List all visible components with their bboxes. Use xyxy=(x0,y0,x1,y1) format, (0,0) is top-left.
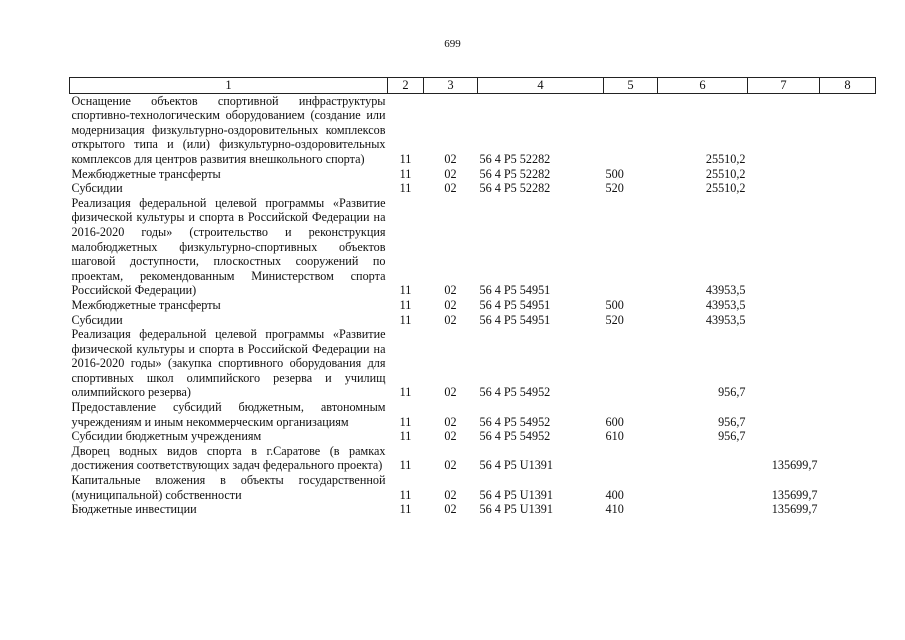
row-expense-type: 400 xyxy=(605,487,624,502)
row-description: Межбюджетные трансферты xyxy=(71,166,221,181)
table-row xyxy=(70,444,876,473)
row-amount-col6: 43953,5 xyxy=(705,283,746,298)
row-description: Бюджетные инвестиции xyxy=(71,502,197,517)
row-amount-col7 xyxy=(748,181,820,196)
header-cell-8: 8 xyxy=(820,78,876,94)
row-expense-type: 600 xyxy=(605,414,624,429)
row-amount-col7: 135699,7 xyxy=(771,458,818,473)
table-row xyxy=(70,327,876,400)
row-subsection-code: 02 xyxy=(444,166,457,181)
row-amount-col8 xyxy=(820,181,876,196)
row-target-article: 56 4 P5 U1391 xyxy=(479,487,553,502)
row-amount-col7 xyxy=(748,196,820,298)
row-expense-type: 610 xyxy=(605,429,624,444)
row-amount-col8 xyxy=(820,502,876,517)
row-subsection-code: 02 xyxy=(444,181,457,196)
row-section-code: 11 xyxy=(399,151,412,166)
row-amount-col8 xyxy=(820,313,876,328)
row-subsection-code: 02 xyxy=(444,151,457,166)
row-description: Субсидии xyxy=(71,181,123,196)
row-amount-col8 xyxy=(820,167,876,182)
row-subsection-code: 02 xyxy=(444,414,457,429)
row-subsection-code: 02 xyxy=(444,283,457,298)
table-row xyxy=(70,313,876,328)
row-description: Дворец водных видов спорта в г.Саратове (в рамках достижения соответствующих задач федерального проекта) xyxy=(71,443,386,473)
row-section-code: 11 xyxy=(399,487,412,502)
row-target-article: 56 4 P5 52282 xyxy=(479,181,551,196)
row-section-code: 11 xyxy=(399,458,412,473)
row-target-article: 56 4 P5 52282 xyxy=(479,166,551,181)
row-description: Субсидии xyxy=(71,312,123,327)
row-description: Капитальные вложения в объекты государственной (муниципальной) собственности xyxy=(71,473,386,502)
row-subsection-code: 02 xyxy=(444,458,457,473)
row-section-code: 11 xyxy=(399,166,412,181)
table-row xyxy=(70,181,876,196)
row-expense-type xyxy=(604,93,658,166)
row-subsection-code: 02 xyxy=(444,312,457,327)
row-expense-type xyxy=(604,444,658,473)
row-expense-type: 500 xyxy=(605,297,624,312)
row-description: Реализация федеральной целевой программы «Развитие физической культуры и спорта в Российской Федерации на 2016-2020 годы» (строительство и реконструкция малобюджетных физкультурно-спортивных объектов шаговой доступности, плоскостных сооружений по проектам, рекомендованным Министерством спорта Российской Федерации) xyxy=(71,195,386,298)
row-section-code: 11 xyxy=(399,283,412,298)
row-amount-col8 xyxy=(820,473,876,502)
table-row xyxy=(70,473,876,502)
row-target-article: 56 4 P5 54951 xyxy=(479,283,551,298)
row-amount-col7 xyxy=(748,313,820,328)
row-description: Реализация федеральной целевой программы «Развитие физической культуры и спорта в Российской Федерации на 2016-2020 годы» (закупка спортивного оборудования для спортивных школ олимпийского резерва и училищ олимпийского резерва) xyxy=(71,327,386,400)
header-cell-1: 1 xyxy=(70,78,388,94)
row-section-code: 11 xyxy=(399,297,412,312)
row-target-article: 56 4 P5 54952 xyxy=(479,429,551,444)
row-target-article: 56 4 P5 54952 xyxy=(479,385,551,400)
row-amount-col6: 43953,5 xyxy=(705,297,746,312)
header-cell-2: 2 xyxy=(388,78,424,94)
row-amount-col6: 25510,2 xyxy=(705,151,746,166)
row-target-article: 56 4 P5 54951 xyxy=(479,312,551,327)
row-expense-type xyxy=(604,327,658,400)
row-expense-type: 520 xyxy=(605,181,624,196)
table-row xyxy=(70,429,876,444)
row-amount-col7: 135699,7 xyxy=(771,487,818,502)
row-amount-col8 xyxy=(820,327,876,400)
row-amount-col6: 956,7 xyxy=(718,385,746,400)
row-target-article: 56 4 P5 54951 xyxy=(479,297,551,312)
row-section-code: 11 xyxy=(399,429,412,444)
table-row xyxy=(70,502,876,517)
row-amount-col8 xyxy=(820,444,876,473)
table-header xyxy=(70,78,876,94)
row-expense-type xyxy=(604,196,658,298)
row-target-article: 56 4 P5 U1391 xyxy=(479,502,553,517)
row-amount-col8 xyxy=(820,400,876,429)
table-row xyxy=(70,196,876,298)
row-amount-col6: 956,7 xyxy=(718,414,746,429)
row-amount-col6 xyxy=(658,444,748,473)
header-cell-6: 6 xyxy=(658,78,748,94)
table-body xyxy=(70,93,876,517)
row-expense-type: 520 xyxy=(605,312,624,327)
row-description: Оснащение объектов спортивной инфраструктуры спортивно-технологическим оборудованием (создание или модернизация физкультурно-оздоровительных комплексов открытого типа и (или) физкультурно-оздоровительных комплексов для центров развития внешкольного спорта) xyxy=(71,93,386,166)
row-description: Субсидии бюджетным учреждениям xyxy=(71,429,262,444)
table-row xyxy=(70,167,876,182)
row-target-article: 56 4 P5 54952 xyxy=(479,414,551,429)
budget-table xyxy=(69,77,876,517)
row-amount-col8 xyxy=(820,429,876,444)
row-expense-type: 410 xyxy=(605,502,624,517)
row-amount-col6: 25510,2 xyxy=(705,181,746,196)
row-amount-col8 xyxy=(820,93,876,166)
header-cell-5: 5 xyxy=(604,78,658,94)
row-amount-col6 xyxy=(658,502,748,517)
row-amount-col6: 956,7 xyxy=(718,429,746,444)
row-expense-type: 500 xyxy=(605,166,624,181)
row-section-code: 11 xyxy=(399,414,412,429)
header-cell-3: 3 xyxy=(424,78,478,94)
row-amount-col8 xyxy=(820,196,876,298)
row-subsection-code: 02 xyxy=(444,429,457,444)
row-amount-col6 xyxy=(658,473,748,502)
header-cell-4: 4 xyxy=(478,78,604,94)
row-amount-col7 xyxy=(748,93,820,166)
row-subsection-code: 02 xyxy=(444,502,457,517)
table-row xyxy=(70,298,876,313)
row-amount-col7 xyxy=(748,298,820,313)
row-target-article: 56 4 P5 52282 xyxy=(479,151,551,166)
row-amount-col8 xyxy=(820,298,876,313)
row-amount-col7 xyxy=(748,429,820,444)
row-section-code: 11 xyxy=(399,385,412,400)
row-amount-col7 xyxy=(748,400,820,429)
row-amount-col7 xyxy=(748,327,820,400)
row-amount-col7: 135699,7 xyxy=(771,502,818,517)
row-section-code: 11 xyxy=(399,181,412,196)
row-description: Межбюджетные трансферты xyxy=(71,297,221,312)
row-section-code: 11 xyxy=(399,312,412,327)
row-target-article: 56 4 P5 U1391 xyxy=(479,458,553,473)
table-row xyxy=(70,93,876,166)
row-subsection-code: 02 xyxy=(444,487,457,502)
row-subsection-code: 02 xyxy=(444,385,457,400)
row-amount-col7 xyxy=(748,167,820,182)
row-description: Предоставление субсидий бюджетным, автономным учреждениям и иным некоммерческим организациям xyxy=(71,400,386,429)
table-row xyxy=(70,400,876,429)
header-cell-7: 7 xyxy=(748,78,820,94)
row-amount-col6: 43953,5 xyxy=(705,312,746,327)
page-number: 699 xyxy=(444,38,461,50)
row-subsection-code: 02 xyxy=(444,297,457,312)
row-section-code: 11 xyxy=(399,502,412,517)
row-amount-col6: 25510,2 xyxy=(705,166,746,181)
